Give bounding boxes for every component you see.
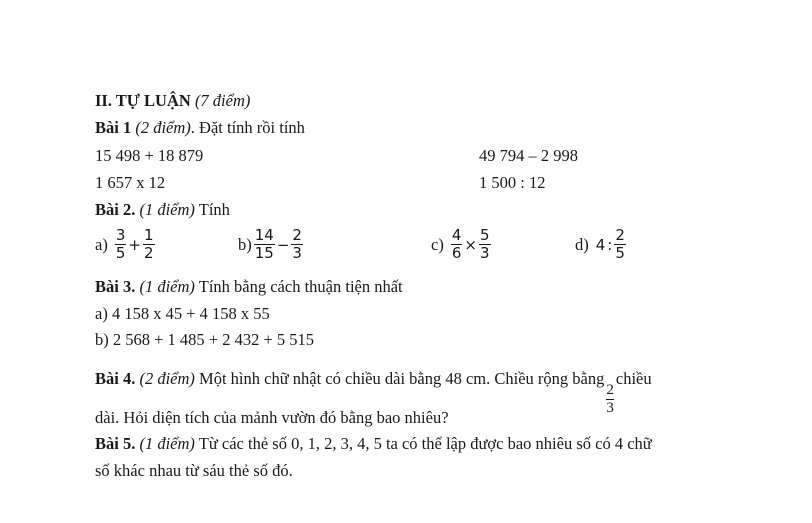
divide-operator: : [607,235,613,254]
bai2-item-d [575,227,627,262]
bai1-label: Bài 1 [95,118,132,137]
fraction: $\frac{4}{6}$ [451,226,462,262]
bai4-points: (2 điểm) [139,369,195,388]
bai4-text-after: chiều [615,369,652,388]
bai1-item-2: 49 794 – 2 998 [479,146,578,165]
fraction: $\frac{2}{5}$ [615,226,625,262]
bai5-line-2: số khác nhau từ sáu thẻ số đó. [95,461,293,480]
section-title: II. TỰ LUẬN [95,91,191,110]
fraction: $\frac{1}{2}$ [143,226,154,262]
bai3-item-b: b) 2 568 + 1 485 + 2 432 + 5 515 [95,330,315,349]
bai2-instruction: Tính [198,200,230,219]
bai3-instruction: Tính bằng cách thuận tiện nhất [198,277,403,296]
bai2-heading [95,200,230,220]
bai1-row-1 [95,146,735,166]
minus-operator: − [276,235,290,254]
bai1-points: (2 điểm) [135,118,191,137]
bai2-item-c [431,227,492,262]
bai4-text-before: Một hình chữ nhật có chiều dài bằng 48 cm. Chiều rộng bằng [199,369,605,388]
bai1-heading [95,118,305,138]
bai2-points: (1 điểm) [139,200,195,219]
item-label: d) [575,234,589,254]
fraction: $\frac{5}{3}$ [479,226,490,262]
section-points: (7 điểm) [194,91,251,110]
bai2-item-a [95,227,156,262]
bai1-item-3: 1 657 x 12 [95,173,166,192]
section-heading [95,91,250,111]
bai2-item-b [238,227,304,262]
bai2-label: Bài 2. [95,200,136,219]
bai1-item-4: 1 500 : 12 [479,173,546,192]
times-operator: × [464,235,477,254]
fraction: $\frac{14}{15}$ [254,226,274,262]
bai1-instruction: . Đặt tính rồi tính [190,118,305,137]
bai3-points: (1 điểm) [139,277,195,296]
item-label: a) [95,234,108,254]
bai1-item-1: 15 498 + 18 879 [95,146,204,165]
bai2-items [95,227,735,267]
whole-number: 4 [595,235,606,254]
plus-operator: + [128,235,141,254]
bai5-label: Bài 5. [95,434,136,453]
bai4-line-2: dài. Hỏi diện tích của mảnh vườn đó bằng bao nhiêu? [95,408,449,427]
fraction: $\frac{3}{5}$ [115,226,126,262]
bai5-text: Từ các thẻ số 0, 1, 2, 3, 4, 5 ta có thể lập được bao nhiêu số có 4 chữ [198,434,652,453]
item-label: b) [238,234,252,254]
bai5-line-1 [95,434,652,454]
bai3-heading [95,277,403,297]
fraction: $\frac{2}{3}$ [292,226,302,262]
fraction: $\frac{2}{3}$ [606,382,614,416]
item-label: c) [431,234,444,254]
bai1-row-2 [95,173,735,193]
bai3-label: Bài 3. [95,277,136,296]
bai4-label: Bài 4. [95,369,136,388]
bai5-points: (1 điểm) [139,434,195,453]
bai3-item-a: a) 4 158 x 45 + 4 158 x 55 [95,304,270,323]
